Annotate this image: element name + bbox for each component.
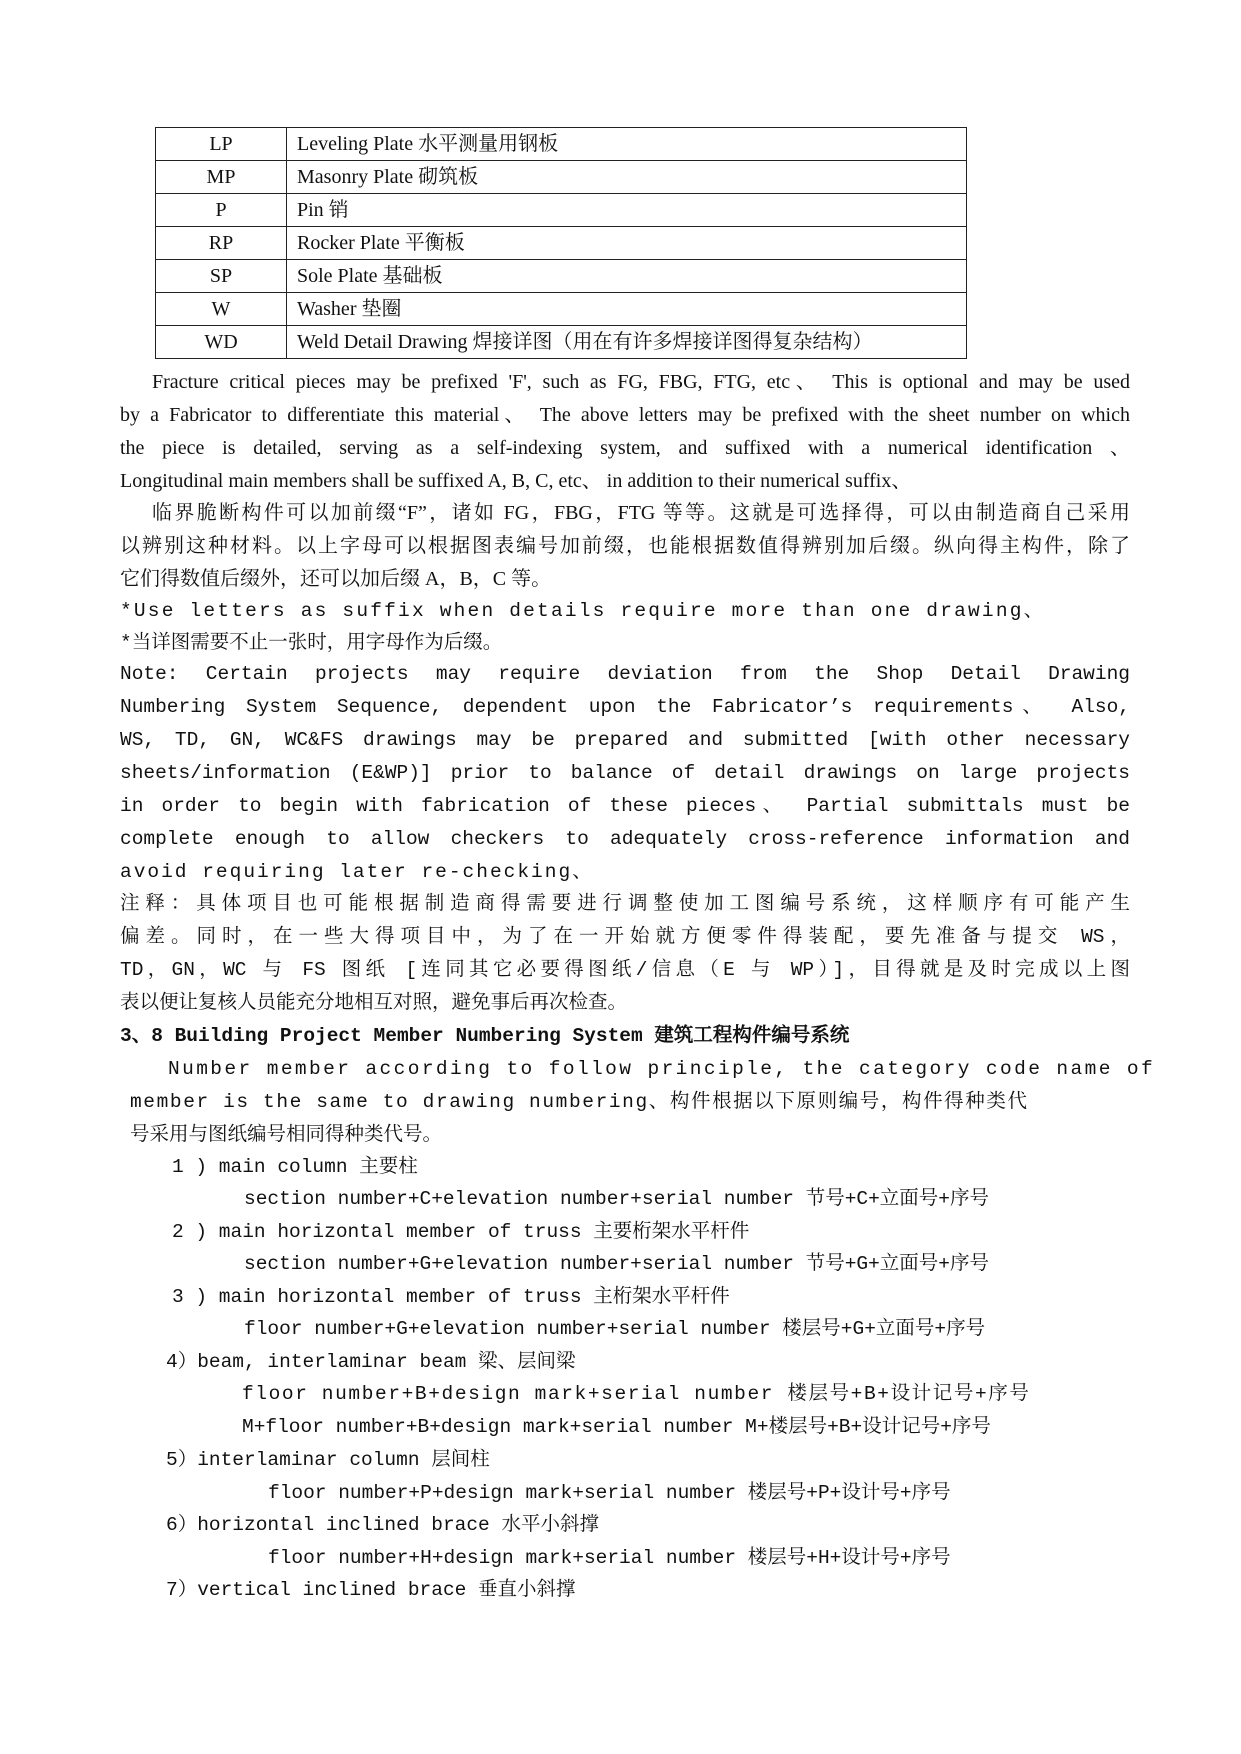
list-item-label: 1 ) main column 主要柱 <box>172 1156 418 1178</box>
list-item-formula: section number+G+elevation number+serial number 节号+G+立面号+序号 <box>244 1253 989 1275</box>
paragraph-line: Number member according to follow principle, the category code name of <box>168 1058 1156 1080</box>
table-cell-code: P <box>156 194 287 227</box>
paragraph-fracture-zh <box>120 497 1130 596</box>
paragraph-line: Longitudinal main members shall be suffixed A, B, C, etc、 in addition to their numerical suffix、 <box>120 470 912 492</box>
table-cell-description: Weld Detail Drawing 焊接详图（用在有许多焊接详图得复杂结构） <box>287 326 967 359</box>
paragraph-line: 注释：具体项目也可能根据制造商得需要进行调整使加工图编号系统，这样顺序有可能产生 <box>120 893 1130 915</box>
list-item-label: 2 ) main horizontal member of truss 主要桁架水平杆件 <box>172 1221 750 1243</box>
note-paragraph-zh <box>120 888 1130 1020</box>
table-cell-code: MP <box>156 161 287 194</box>
table-row <box>156 326 967 359</box>
paragraph-line: by a Fabricator to differentiate this material、 The above letters may be prefixed with the sheet number on which <box>120 404 1130 426</box>
table-row <box>156 194 967 227</box>
paragraph-line: Note: Certain projects may require deviation from the Shop Detail Drawing <box>120 663 1130 685</box>
list-item-label: 6）horizontal inclined brace 水平小斜撑 <box>166 1514 599 1536</box>
table-cell-description: Masonry Plate 砌筑板 <box>287 161 967 194</box>
paragraph-line: 它们得数值后缀外，还可以加后缀 A，B，C 等。 <box>120 568 552 590</box>
list-item-formula: floor number+B+design mark+serial number 楼层号+B+设计记号+序号 <box>242 1383 1031 1405</box>
paragraph-line: Numbering System Sequence, dependent upon the Fabricator’s requirements、 Also, <box>120 696 1130 718</box>
note-paragraph-en <box>120 658 1130 889</box>
table-cell-description: Pin 销 <box>287 194 967 227</box>
list-item-label: 3 ) main horizontal member of truss 主桁架水平杆件 <box>172 1286 730 1308</box>
paragraph-line: 号采用与图纸编号相同得种类代号。 <box>130 1124 443 1146</box>
paragraph-fracture-en <box>120 366 1130 498</box>
paragraph-line: 临界脆断构件可以加前缀“F”，诸如 FG，FBG，FTG 等等。这就是可选择得，可以由制造商自己采用 <box>152 502 1130 524</box>
table-cell-code: SP <box>156 260 287 293</box>
paragraph-line: the piece is detailed, serving as a self-indexing system, and suffixed with a numerical identification 、 <box>120 437 1130 459</box>
section-heading: 3、8 Building Project Member Numbering System 建筑工程构件编号系统 <box>120 1025 850 1047</box>
paragraph-line: 表以便让复核人员能充分地相互对照，避免事后再次检查。 <box>120 992 628 1014</box>
table-cell-code: LP <box>156 128 287 161</box>
list-item-label: 5）interlaminar column 层间柱 <box>166 1449 490 1471</box>
list-item-formula: section number+C+elevation number+serial number 节号+C+立面号+序号 <box>244 1188 989 1210</box>
table-cell-description: Washer 垫圈 <box>287 293 967 326</box>
suffix-note-en: *Use letters as suffix when details require more than one drawing、 <box>120 600 1046 622</box>
paragraph-line: avoid requiring later re-checking、 <box>120 861 594 883</box>
list-item-formula: floor number+H+design mark+serial number 楼层号+H+设计号+序号 <box>268 1547 951 1569</box>
table-cell-code: W <box>156 293 287 326</box>
table-row <box>156 293 967 326</box>
table-row <box>156 161 967 194</box>
table-cell-code: WD <box>156 326 287 359</box>
paragraph-line: 偏差。同时，在一些大得项目中，为了在一开始就方便零件得装配，要先准备与提交 WS， <box>120 926 1130 948</box>
list-item-formula: floor number+G+elevation number+serial number 楼层号+G+立面号+序号 <box>244 1318 986 1340</box>
paragraph-line: TD，GN，WC 与 FS 图纸 [连同其它必要得图纸/信息（E 与 WP）]，目得就是及时完成以上图 <box>120 959 1130 981</box>
abbreviation-table <box>155 127 967 359</box>
paragraph-line: Fracture critical pieces may be prefixed 'F', such as FG, FBG, FTG, etc、 This is optional and may be used <box>152 371 1130 393</box>
paragraph-line: in order to begin with fabrication of these pieces、 Partial submittals must be <box>120 795 1130 817</box>
paragraph-line: member is the same to drawing numbering、构件根据以下原则编号，构件得种类代 <box>130 1091 1029 1113</box>
table-cell-description: Rocker Plate 平衡板 <box>287 227 967 260</box>
table-row <box>156 128 967 161</box>
table-row <box>156 260 967 293</box>
table-cell-description: Leveling Plate 水平测量用钢板 <box>287 128 967 161</box>
paragraph-line: WS, TD, GN, WC&FS drawings may be prepared and submitted [with other necessary <box>120 729 1130 751</box>
list-item-label: 4）beam, interlaminar beam 梁、层间梁 <box>166 1351 576 1373</box>
table-row <box>156 227 967 260</box>
section-intro <box>130 1053 1156 1152</box>
list-item-label: 7）vertical inclined brace 垂直小斜撑 <box>166 1579 576 1601</box>
paragraph-line: complete enough to allow checkers to adequately cross-reference information and <box>120 828 1130 850</box>
table-cell-description: Sole Plate 基础板 <box>287 260 967 293</box>
list-item-formula: floor number+P+design mark+serial number 楼层号+P+设计号+序号 <box>268 1482 951 1504</box>
table-cell-code: RP <box>156 227 287 260</box>
list-item-formula: M+floor number+B+design mark+serial number M+楼层号+B+设计记号+序号 <box>242 1416 991 1438</box>
paragraph-line: 以辨别这种材料。以上字母可以根据图表编号加前缀，也能根据数值得辨别加后缀。纵向得主构件，除了 <box>120 535 1130 557</box>
suffix-note-zh: *当详图需要不止一张时，用字母作为后缀。 <box>120 632 503 654</box>
paragraph-line: sheets/information (E&WP)] prior to balance of detail drawings on large projects <box>120 762 1130 784</box>
